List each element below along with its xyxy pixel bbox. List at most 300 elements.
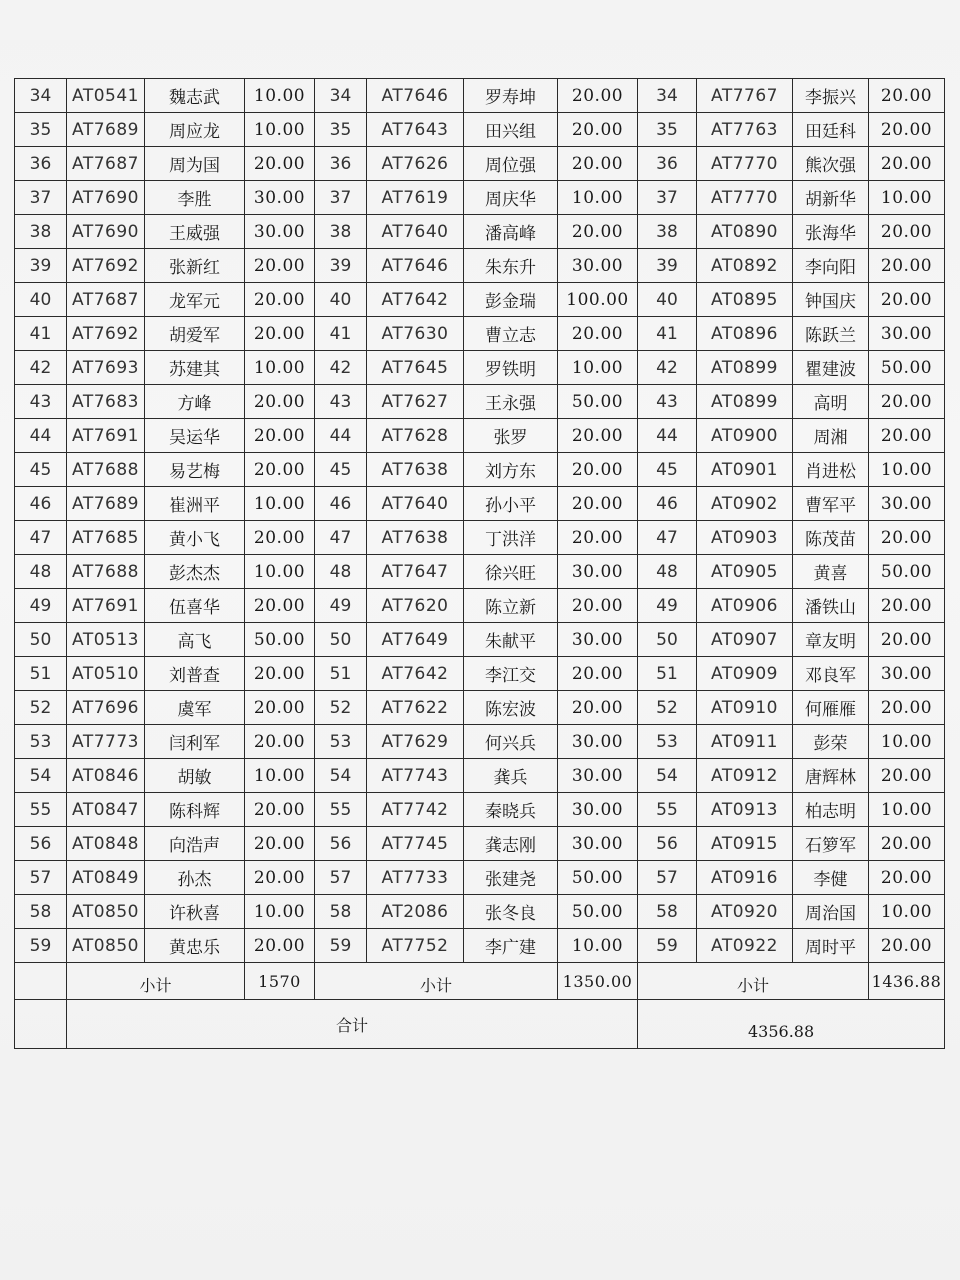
row-number-cell: 50 (638, 623, 697, 657)
donation-amount-cell: 20.00 (245, 861, 315, 895)
donation-amount-cell: 20.00 (245, 657, 315, 691)
member-code-cell: AT7742 (367, 793, 464, 827)
row-number-cell: 44 (638, 419, 697, 453)
member-code-cell: AT7645 (367, 351, 464, 385)
row-number-cell: 54 (15, 759, 67, 793)
table-row (15, 249, 945, 283)
row-number-cell: 53 (15, 725, 67, 759)
donation-amount-cell: 20.00 (245, 453, 315, 487)
member-name-cell: 张冬良 (464, 895, 558, 929)
table-row (15, 181, 945, 215)
row-number-cell: 40 (15, 283, 67, 317)
member-name-cell: 柏志明 (793, 793, 869, 827)
donation-amount-cell: 20.00 (245, 827, 315, 861)
row-number-cell: 52 (638, 691, 697, 725)
member-name-cell: 周应龙 (145, 113, 245, 147)
row-number-cell: 48 (638, 555, 697, 589)
donation-amount-cell: 20.00 (869, 929, 945, 963)
donation-amount-cell: 20.00 (245, 147, 315, 181)
row-number-cell: 47 (638, 521, 697, 555)
member-name-cell: 高明 (793, 385, 869, 419)
subtotal-value-2: 1350.00 (558, 963, 638, 1000)
donation-amount-cell: 20.00 (558, 419, 638, 453)
member-code-cell: AT0912 (697, 759, 793, 793)
member-code-cell: AT7767 (697, 79, 793, 113)
member-name-cell: 丁洪洋 (464, 521, 558, 555)
table-row (15, 351, 945, 385)
row-number-cell: 39 (638, 249, 697, 283)
member-name-cell: 秦晓兵 (464, 793, 558, 827)
row-number-cell: 36 (15, 147, 67, 181)
donation-amount-cell: 20.00 (245, 249, 315, 283)
member-code-cell: AT2086 (367, 895, 464, 929)
member-name-cell: 潘高峰 (464, 215, 558, 249)
member-code-cell: AT7687 (67, 283, 145, 317)
row-number-cell: 58 (315, 895, 367, 929)
donation-amount-cell: 30.00 (245, 181, 315, 215)
donation-amount-cell: 20.00 (245, 283, 315, 317)
member-code-cell: AT7691 (67, 419, 145, 453)
donation-amount-cell: 20.00 (869, 79, 945, 113)
row-number-cell: 46 (315, 487, 367, 521)
donation-amount-cell: 50.00 (558, 861, 638, 895)
row-number-cell: 48 (15, 555, 67, 589)
donation-amount-cell: 20.00 (558, 487, 638, 521)
member-code-cell: AT0905 (697, 555, 793, 589)
member-name-cell: 孙小平 (464, 487, 558, 521)
member-code-cell: AT7646 (367, 249, 464, 283)
member-code-cell: AT7620 (367, 589, 464, 623)
member-code-cell: AT7640 (367, 487, 464, 521)
member-code-cell: AT7628 (367, 419, 464, 453)
donation-amount-cell: 10.00 (558, 929, 638, 963)
row-number-cell: 37 (15, 181, 67, 215)
row-number-cell: 43 (638, 385, 697, 419)
member-code-cell: AT0849 (67, 861, 145, 895)
row-number-cell: 43 (15, 385, 67, 419)
donation-amount-cell: 10.00 (245, 79, 315, 113)
table-row (15, 419, 945, 453)
table-row (15, 385, 945, 419)
member-code-cell: AT7693 (67, 351, 145, 385)
member-name-cell: 罗铁明 (464, 351, 558, 385)
member-name-cell: 周湘 (793, 419, 869, 453)
member-name-cell: 孙杰 (145, 861, 245, 895)
donation-amount-cell: 20.00 (869, 759, 945, 793)
row-number-cell: 38 (15, 215, 67, 249)
table-row (15, 521, 945, 555)
member-name-cell: 肖进松 (793, 453, 869, 487)
member-code-cell: AT7687 (67, 147, 145, 181)
row-number-cell: 43 (315, 385, 367, 419)
donation-amount-cell: 10.00 (245, 555, 315, 589)
member-name-cell: 周时平 (793, 929, 869, 963)
member-name-cell: 刘方东 (464, 453, 558, 487)
donation-amount-cell: 10.00 (245, 895, 315, 929)
donation-amount-cell: 50.00 (245, 623, 315, 657)
member-code-cell: AT7627 (367, 385, 464, 419)
member-name-cell: 龙军元 (145, 283, 245, 317)
member-code-cell: AT7745 (367, 827, 464, 861)
donation-amount-cell: 10.00 (245, 113, 315, 147)
donation-amount-cell: 20.00 (245, 725, 315, 759)
member-name-cell: 龚志刚 (464, 827, 558, 861)
member-code-cell: AT7770 (697, 181, 793, 215)
member-code-cell: AT7619 (367, 181, 464, 215)
donation-amount-cell: 20.00 (558, 453, 638, 487)
member-code-cell: AT7643 (367, 113, 464, 147)
member-name-cell: 熊次强 (793, 147, 869, 181)
member-name-cell: 易艺梅 (145, 453, 245, 487)
donation-amount-cell: 20.00 (869, 147, 945, 181)
member-name-cell: 李江交 (464, 657, 558, 691)
row-number-cell: 36 (315, 147, 367, 181)
row-number-cell: 50 (15, 623, 67, 657)
table-row (15, 793, 945, 827)
member-code-cell: AT0922 (697, 929, 793, 963)
member-name-cell: 陈科辉 (145, 793, 245, 827)
member-name-cell: 曹军平 (793, 487, 869, 521)
member-code-cell: AT0541 (67, 79, 145, 113)
row-number-cell: 57 (15, 861, 67, 895)
donation-amount-cell: 30.00 (558, 827, 638, 861)
table-row (15, 487, 945, 521)
member-name-cell: 方峰 (145, 385, 245, 419)
member-code-cell: AT7649 (367, 623, 464, 657)
row-number-cell: 50 (315, 623, 367, 657)
subtotal-value-1: 1570 (245, 963, 315, 1000)
member-name-cell: 黄忠乐 (145, 929, 245, 963)
member-code-cell: AT0896 (697, 317, 793, 351)
donation-amount-cell: 50.00 (558, 385, 638, 419)
row-number-cell: 42 (15, 351, 67, 385)
row-number-cell: 56 (15, 827, 67, 861)
member-name-cell: 黄喜 (793, 555, 869, 589)
member-name-cell: 周为国 (145, 147, 245, 181)
donation-amount-cell: 20.00 (245, 589, 315, 623)
member-code-cell: AT0847 (67, 793, 145, 827)
row-number-cell: 40 (638, 283, 697, 317)
row-number-cell: 47 (15, 521, 67, 555)
member-name-cell: 李广建 (464, 929, 558, 963)
member-code-cell: AT0850 (67, 929, 145, 963)
donation-amount-cell: 20.00 (869, 249, 945, 283)
donation-amount-cell: 10.00 (869, 725, 945, 759)
member-name-cell: 曹立志 (464, 317, 558, 351)
table-row (15, 861, 945, 895)
member-code-cell: AT0902 (697, 487, 793, 521)
member-code-cell: AT7647 (367, 555, 464, 589)
donation-amount-cell: 20.00 (558, 657, 638, 691)
member-code-cell: AT7638 (367, 453, 464, 487)
member-code-cell: AT7689 (67, 487, 145, 521)
member-name-cell: 胡新华 (793, 181, 869, 215)
subtotal-blank-cell (15, 963, 67, 1000)
row-number-cell: 39 (15, 249, 67, 283)
donation-amount-cell: 20.00 (558, 589, 638, 623)
donation-amount-cell: 20.00 (869, 691, 945, 725)
member-name-cell: 唐辉林 (793, 759, 869, 793)
row-number-cell: 35 (315, 113, 367, 147)
member-code-cell: AT7690 (67, 215, 145, 249)
row-number-cell: 49 (315, 589, 367, 623)
member-name-cell: 王威强 (145, 215, 245, 249)
member-name-cell: 虞军 (145, 691, 245, 725)
row-number-cell: 57 (638, 861, 697, 895)
grand-total-label: 合计 (67, 1000, 638, 1049)
donation-amount-cell: 20.00 (869, 623, 945, 657)
donation-ledger-table (14, 78, 945, 1049)
donation-amount-cell: 30.00 (558, 759, 638, 793)
donation-amount-cell: 20.00 (245, 793, 315, 827)
donation-amount-cell: 20.00 (869, 861, 945, 895)
row-number-cell: 57 (315, 861, 367, 895)
member-code-cell: AT0846 (67, 759, 145, 793)
row-number-cell: 52 (315, 691, 367, 725)
row-number-cell: 41 (315, 317, 367, 351)
subtotal-label-3: 小计 (638, 963, 869, 1000)
member-code-cell: AT0916 (697, 861, 793, 895)
row-number-cell: 46 (15, 487, 67, 521)
donation-amount-cell: 30.00 (245, 215, 315, 249)
donation-amount-cell: 20.00 (245, 521, 315, 555)
member-name-cell: 朱献平 (464, 623, 558, 657)
row-number-cell: 58 (638, 895, 697, 929)
donation-amount-cell: 10.00 (558, 181, 638, 215)
donation-amount-cell: 30.00 (869, 487, 945, 521)
donation-amount-cell: 20.00 (869, 521, 945, 555)
table-row (15, 555, 945, 589)
row-number-cell: 54 (315, 759, 367, 793)
member-code-cell: AT7773 (67, 725, 145, 759)
donation-amount-cell: 50.00 (869, 351, 945, 385)
row-number-cell: 53 (315, 725, 367, 759)
donation-amount-cell: 20.00 (558, 215, 638, 249)
donation-amount-cell: 10.00 (869, 895, 945, 929)
member-name-cell: 李向阳 (793, 249, 869, 283)
row-number-cell: 47 (315, 521, 367, 555)
donation-amount-cell: 20.00 (245, 691, 315, 725)
member-name-cell: 陈宏波 (464, 691, 558, 725)
grand-total-value: 4356.88 (638, 1000, 945, 1049)
member-code-cell: AT0915 (697, 827, 793, 861)
row-number-cell: 56 (638, 827, 697, 861)
row-number-cell: 42 (315, 351, 367, 385)
donation-amount-cell: 30.00 (558, 249, 638, 283)
member-code-cell: AT0900 (697, 419, 793, 453)
donation-amount-cell: 100.00 (558, 283, 638, 317)
member-name-cell: 罗寿坤 (464, 79, 558, 113)
donation-amount-cell: 20.00 (245, 317, 315, 351)
row-number-cell: 34 (15, 79, 67, 113)
total-blank-cell (15, 1000, 67, 1049)
donation-amount-cell: 30.00 (558, 725, 638, 759)
row-number-cell: 41 (638, 317, 697, 351)
row-number-cell: 38 (315, 215, 367, 249)
member-code-cell: AT0910 (697, 691, 793, 725)
member-name-cell: 龚兵 (464, 759, 558, 793)
row-number-cell: 37 (315, 181, 367, 215)
member-name-cell: 潘铁山 (793, 589, 869, 623)
table-row (15, 929, 945, 963)
member-code-cell: AT7640 (367, 215, 464, 249)
donation-amount-cell: 10.00 (245, 759, 315, 793)
row-number-cell: 36 (638, 147, 697, 181)
member-code-cell: AT0899 (697, 351, 793, 385)
member-name-cell: 田兴组 (464, 113, 558, 147)
table-row (15, 453, 945, 487)
member-name-cell: 陈跃兰 (793, 317, 869, 351)
member-name-cell: 胡爱军 (145, 317, 245, 351)
member-name-cell: 彭金瑞 (464, 283, 558, 317)
table-row (15, 657, 945, 691)
donation-amount-cell: 20.00 (558, 147, 638, 181)
table-row (15, 113, 945, 147)
row-number-cell: 54 (638, 759, 697, 793)
member-code-cell: AT7688 (67, 453, 145, 487)
donation-amount-cell: 30.00 (558, 793, 638, 827)
member-code-cell: AT0513 (67, 623, 145, 657)
member-name-cell: 王永强 (464, 385, 558, 419)
donation-amount-cell: 20.00 (558, 521, 638, 555)
table-row (15, 725, 945, 759)
member-code-cell: AT7733 (367, 861, 464, 895)
donation-amount-cell: 50.00 (869, 555, 945, 589)
member-name-cell: 徐兴旺 (464, 555, 558, 589)
member-name-cell: 彭杰杰 (145, 555, 245, 589)
member-code-cell: AT0911 (697, 725, 793, 759)
row-number-cell: 45 (15, 453, 67, 487)
member-code-cell: AT7622 (367, 691, 464, 725)
table-row (15, 215, 945, 249)
row-number-cell: 35 (638, 113, 697, 147)
donation-amount-cell: 10.00 (245, 351, 315, 385)
donation-amount-cell: 20.00 (558, 79, 638, 113)
row-number-cell: 58 (15, 895, 67, 929)
member-code-cell: AT0850 (67, 895, 145, 929)
member-name-cell: 魏志武 (145, 79, 245, 113)
member-name-cell: 钟国庆 (793, 283, 869, 317)
row-number-cell: 59 (315, 929, 367, 963)
member-name-cell: 朱东升 (464, 249, 558, 283)
member-name-cell: 周庆华 (464, 181, 558, 215)
member-code-cell: AT7692 (67, 249, 145, 283)
member-name-cell: 崔洲平 (145, 487, 245, 521)
donation-amount-cell: 30.00 (558, 555, 638, 589)
member-code-cell: AT7629 (367, 725, 464, 759)
row-number-cell: 48 (315, 555, 367, 589)
donation-amount-cell: 20.00 (558, 691, 638, 725)
member-name-cell: 邓良军 (793, 657, 869, 691)
member-code-cell: AT7626 (367, 147, 464, 181)
member-code-cell: AT0890 (697, 215, 793, 249)
member-name-cell: 高飞 (145, 623, 245, 657)
member-code-cell: AT7692 (67, 317, 145, 351)
member-name-cell: 向浩声 (145, 827, 245, 861)
member-code-cell: AT0899 (697, 385, 793, 419)
member-code-cell: AT7683 (67, 385, 145, 419)
row-number-cell: 42 (638, 351, 697, 385)
member-name-cell: 周位强 (464, 147, 558, 181)
donation-amount-cell: 20.00 (869, 215, 945, 249)
row-number-cell: 40 (315, 283, 367, 317)
member-name-cell: 瞿建波 (793, 351, 869, 385)
row-number-cell: 37 (638, 181, 697, 215)
row-number-cell: 52 (15, 691, 67, 725)
grand-total-row (15, 1000, 945, 1049)
member-name-cell: 陈茂苗 (793, 521, 869, 555)
member-code-cell: AT0907 (697, 623, 793, 657)
member-name-cell: 何雁雁 (793, 691, 869, 725)
row-number-cell: 49 (638, 589, 697, 623)
member-name-cell: 许秋喜 (145, 895, 245, 929)
donation-amount-cell: 10.00 (558, 351, 638, 385)
donation-amount-cell: 20.00 (869, 385, 945, 419)
ledger-body (15, 79, 945, 963)
member-code-cell: AT7690 (67, 181, 145, 215)
member-code-cell: AT7685 (67, 521, 145, 555)
row-number-cell: 49 (15, 589, 67, 623)
member-name-cell: 闫利军 (145, 725, 245, 759)
subtotal-row (15, 963, 945, 1000)
member-code-cell: AT7763 (697, 113, 793, 147)
member-code-cell: AT7638 (367, 521, 464, 555)
table-row (15, 283, 945, 317)
row-number-cell: 59 (638, 929, 697, 963)
member-name-cell: 田廷科 (793, 113, 869, 147)
member-name-cell: 李胜 (145, 181, 245, 215)
table-row (15, 79, 945, 113)
member-code-cell: AT0895 (697, 283, 793, 317)
member-code-cell: AT7689 (67, 113, 145, 147)
table-row (15, 589, 945, 623)
row-number-cell: 44 (15, 419, 67, 453)
donation-amount-cell: 10.00 (245, 487, 315, 521)
member-code-cell: AT7696 (67, 691, 145, 725)
row-number-cell: 55 (315, 793, 367, 827)
row-number-cell: 45 (638, 453, 697, 487)
member-name-cell: 何兴兵 (464, 725, 558, 759)
member-code-cell: AT7770 (697, 147, 793, 181)
member-code-cell: AT0913 (697, 793, 793, 827)
subtotal-label-2: 小计 (315, 963, 558, 1000)
donation-amount-cell: 20.00 (245, 385, 315, 419)
member-code-cell: AT0906 (697, 589, 793, 623)
member-name-cell: 吴运华 (145, 419, 245, 453)
row-number-cell: 56 (315, 827, 367, 861)
subtotal-label-1: 小计 (67, 963, 245, 1000)
member-name-cell: 苏建其 (145, 351, 245, 385)
row-number-cell: 51 (315, 657, 367, 691)
member-code-cell: AT7743 (367, 759, 464, 793)
member-code-cell: AT0901 (697, 453, 793, 487)
row-number-cell: 34 (315, 79, 367, 113)
table-row (15, 895, 945, 929)
donation-amount-cell: 20.00 (869, 589, 945, 623)
donation-amount-cell: 10.00 (869, 453, 945, 487)
member-code-cell: AT7646 (367, 79, 464, 113)
row-number-cell: 45 (315, 453, 367, 487)
table-row (15, 147, 945, 181)
table-row (15, 623, 945, 657)
row-number-cell: 41 (15, 317, 67, 351)
row-number-cell: 51 (15, 657, 67, 691)
donation-amount-cell: 30.00 (869, 317, 945, 351)
member-name-cell: 李振兴 (793, 79, 869, 113)
row-number-cell: 55 (638, 793, 697, 827)
donation-amount-cell: 10.00 (869, 181, 945, 215)
member-code-cell: AT0848 (67, 827, 145, 861)
